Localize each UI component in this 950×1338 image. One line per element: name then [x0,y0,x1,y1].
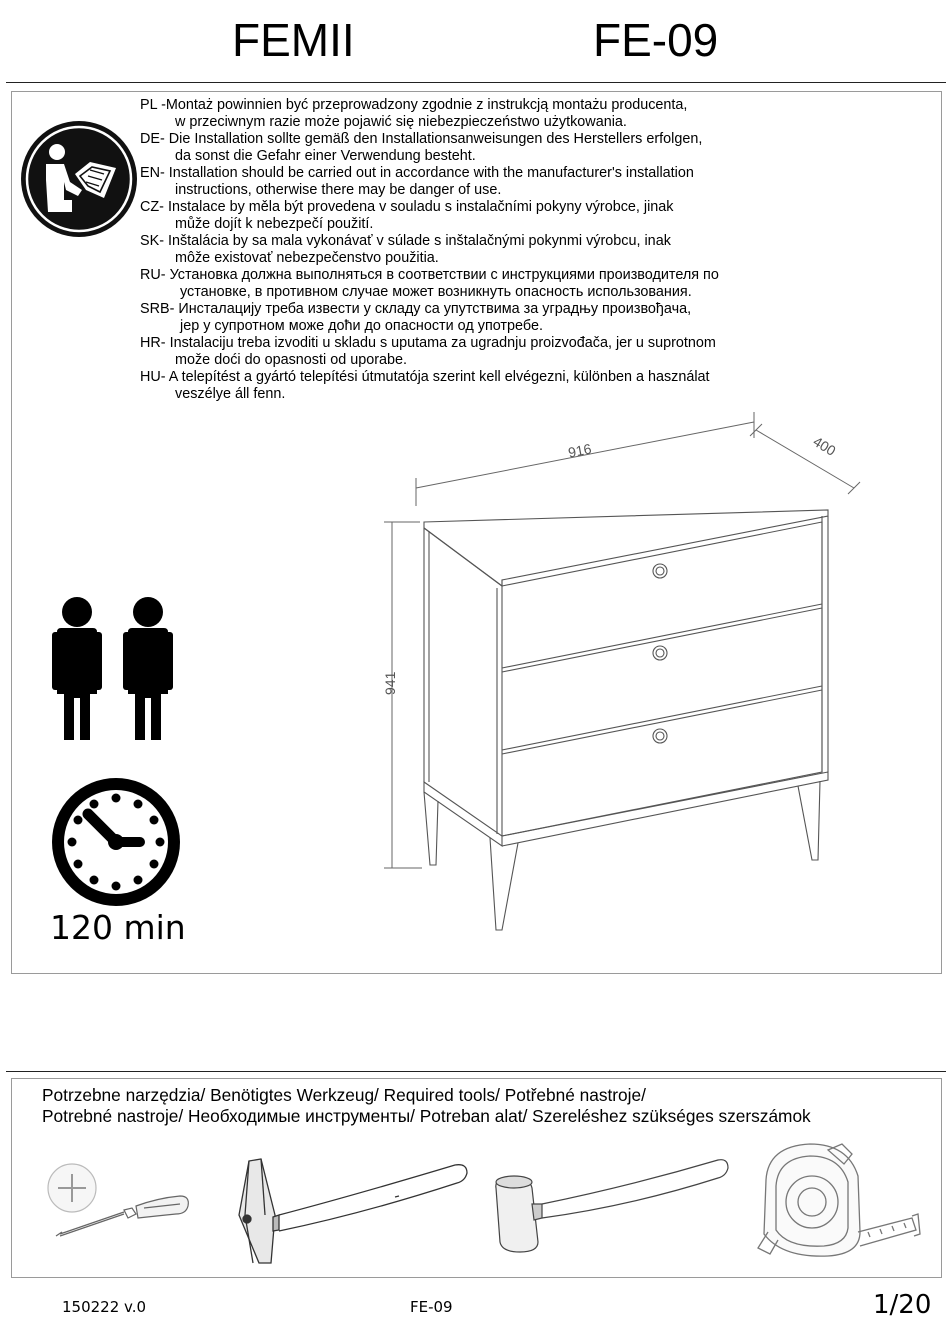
mallet-icon [490,1150,735,1265]
warning-ru-line2: установке, в противном случае может возникнуть опасность использования. [180,284,692,300]
document-version: 150222 v.0 [62,1298,147,1316]
hammer-icon [235,1155,475,1270]
tools-divider [6,1071,946,1072]
header-divider [6,82,946,83]
height-dimension: 941 [382,671,398,695]
warning-ru-line1: RU- Установка должна выполняться в соответствии с инструкциями производителя по [140,267,719,283]
brand-name: FEMII [232,14,355,66]
warning-sk-line1: SK- Inštalácia by sa mala vykonávať v súlade s inštalačnými pokynmi výrobcu, inak [140,233,671,249]
warning-sk-line2: môže existovať nebezpečenstvo použitia. [175,250,439,266]
safety-warnings [140,97,780,403]
warning-de-line1: DE- Die Installation sollte gemäß den Installationsanweisungen des Herstellers erfolgen, [140,131,703,147]
warning-hu-line1: HU- A telepítést a gyártó telepítési útmutatója szerint kell elvégezni, különben a használat [140,369,710,385]
clock-icon [50,776,186,908]
warning-cz-line2: může dojít k nebezpečí použití. [175,216,374,232]
warning-en-line2: instructions, otherwise there may be danger of use. [175,182,502,198]
tape-measure-icon [748,1136,928,1266]
warning-en-line1: EN- Installation should be carried out in accordance with the manufacturer's installation [140,165,694,181]
warning-cz-line1: CZ- Instalace by měla být provedena v souladu s instalačními pokyny výrobce, jinak [140,199,674,215]
width-dimension: 916 [566,440,593,461]
read-manual-icon [20,120,138,238]
warning-hr-line1: HR- Instalaciju treba izvoditi u skladu s uputama za ugradnju proizvođača, jer u suprotnom [140,335,716,351]
assembly-time: 120 min [50,908,186,947]
tools-heading-line2: Potrebné nastroje/ Необходимые инструменты/ Potreban alat/ Szereléshez szükséges szerszámok [42,1106,811,1126]
warning-srb-line1: SRB- Инсталацију треба извести у складу са упутствима за уградњу произвођача, [140,301,692,317]
warning-hr-line2: može doći do opasnosti od uporabe. [175,352,408,368]
footer-model-code: FE-09 [410,1298,453,1316]
warning-hu-line2: veszélye áll fenn. [175,386,286,402]
page-number: 1/20 [873,1290,932,1320]
warning-pl-line2: w przeciwnym razie może pojawić się niebezpieczeństwo użytkowania. [175,114,627,130]
screwdriver-icon [40,1162,195,1242]
two-persons-icon [50,596,186,744]
tools-heading [42,1085,811,1127]
tools-heading-line1: Potrzebne narzędzia/ Benötigtes Werkzeug/ Required tools/ Potřebné nastroje/ [42,1085,646,1105]
warning-de-line2: da sonst die Gefahr einer Verwendung besteht. [175,148,476,164]
dresser-drawing [350,410,880,940]
model-code: FE-09 [593,14,719,66]
warning-pl-line1: PL -Montaż powinnien być przeprowadzony zgodnie z instrukcją montażu producenta, [140,97,688,113]
depth-dimension: 400 [810,433,839,459]
warning-srb-line2: јер у супротном може доћи до опасности од употребе. [180,318,543,334]
